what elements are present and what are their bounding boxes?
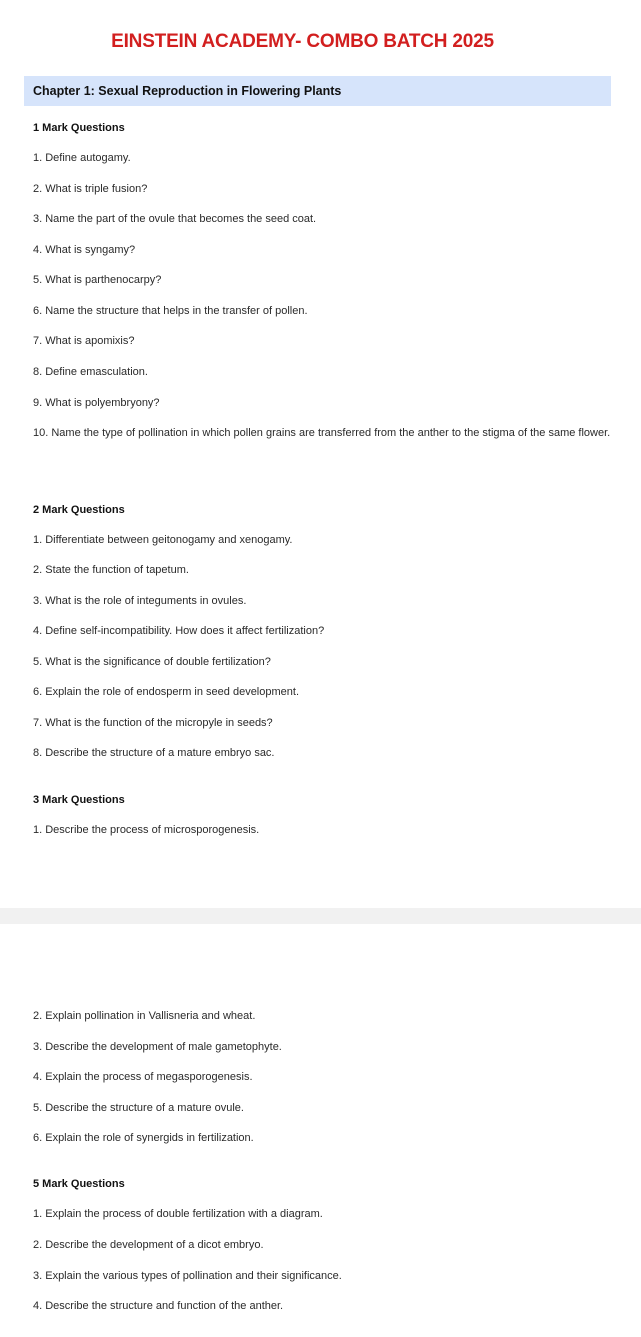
section-heading-1-mark: 1 Mark Questions [33,122,125,134]
question-5mark-3: 3. Explain the various types of pollination and their significance. [33,1270,342,1282]
section-heading-3-mark: 3 Mark Questions [33,794,125,806]
question-1mark-4: 4. What is syngamy? [33,244,136,256]
question-2mark-2: 2. State the function of tapetum. [33,564,189,576]
question-2mark-6: 6. Explain the role of endosperm in seed development. [33,686,299,698]
chapter-heading: Chapter 1: Sexual Reproduction in Flowering Plants [24,76,611,106]
question-3mark-6: 6. Explain the role of synergids in fertilization. [33,1132,254,1144]
question-5mark-1: 1. Explain the process of double fertilization with a diagram. [33,1208,323,1220]
question-1mark-7: 7. What is apomixis? [33,335,135,347]
question-5mark-4: 4. Describe the structure and function of the anther. [33,1300,284,1312]
question-2mark-1: 1. Differentiate between geitonogamy and xenogamy. [33,534,293,546]
page-separator [0,908,641,924]
question-3mark-1: 1. Describe the process of microsporogenesis. [33,824,260,836]
question-2mark-4: 4. Define self-incompatibility. How does it affect fertilization? [33,625,325,637]
question-3mark-2: 2. Explain pollination in Vallisneria and wheat. [33,1010,256,1022]
question-1mark-1: 1. Define autogamy. [33,152,131,164]
section-heading-2-mark: 2 Mark Questions [33,504,125,516]
question-1mark-9: 9. What is polyembryony? [33,397,160,409]
question-1mark-2: 2. What is triple fusion? [33,183,148,195]
document-title: EINSTEIN ACADEMY- COMBO BATCH 2025 [111,31,494,52]
question-1mark-6: 6. Name the structure that helps in the transfer of pollen. [33,305,308,317]
question-3mark-3: 3. Describe the development of male gametophyte. [33,1041,282,1053]
question-3mark-4: 4. Explain the process of megasporogenesis. [33,1071,253,1083]
section-heading-5-mark: 5 Mark Questions [33,1178,125,1190]
question-2mark-3: 3. What is the role of integuments in ovules. [33,595,247,607]
question-2mark-7: 7. What is the function of the micropyle in seeds? [33,717,273,729]
question-1mark-8: 8. Define emasculation. [33,366,148,378]
question-1mark-3: 3. Name the part of the ovule that becomes the seed coat. [33,213,317,225]
question-3mark-5: 5. Describe the structure of a mature ovule. [33,1102,244,1114]
question-1mark-10: 10. Name the type of pollination in which pollen grains are transferred from the anther to the stigma of the same flower. [33,427,611,439]
question-1mark-5: 5. What is parthenocarpy? [33,274,162,286]
question-2mark-5: 5. What is the significance of double fertilization? [33,656,271,668]
question-2mark-8: 8. Describe the structure of a mature embryo sac. [33,747,275,759]
question-5mark-2: 2. Describe the development of a dicot embryo. [33,1239,264,1251]
document-page-2 [0,924,641,1337]
